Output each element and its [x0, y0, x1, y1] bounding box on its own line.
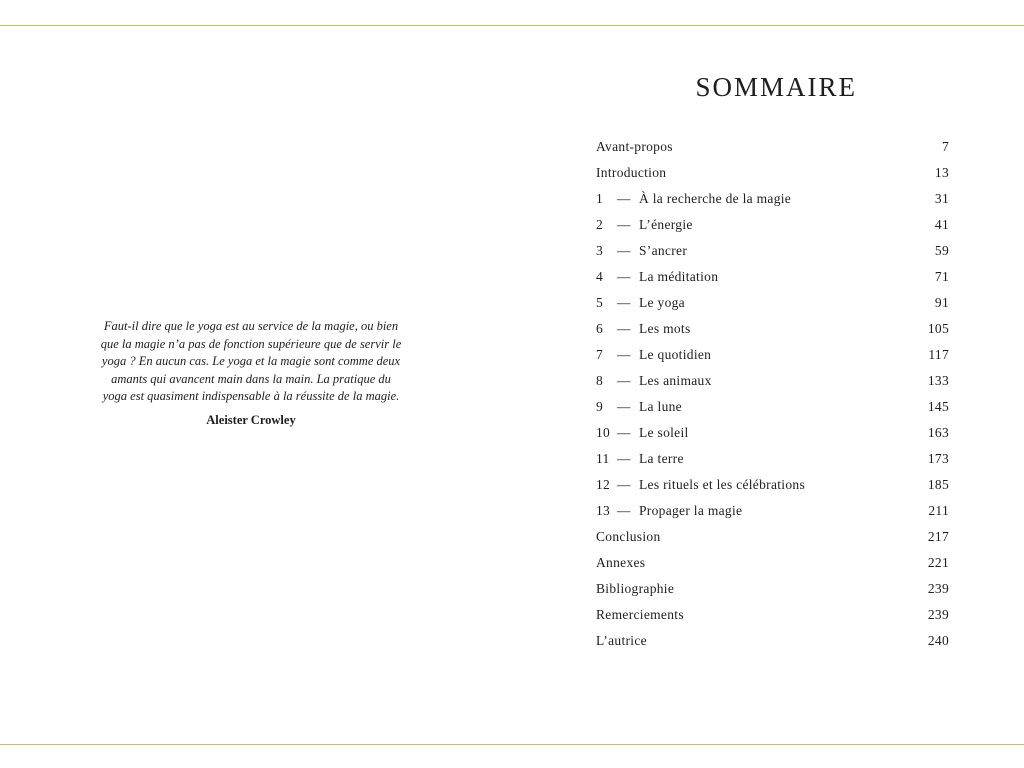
toc-entry[interactable]	[596, 290, 949, 316]
toc-entry[interactable]	[596, 160, 949, 186]
toc-entry[interactable]	[596, 524, 949, 550]
toc-entry-label: Les mots	[639, 321, 691, 336]
toc-entry-number: 10	[596, 425, 611, 440]
toc-entry-dash: —	[617, 243, 631, 258]
toc-entry-page: 59	[934, 243, 949, 258]
toc-entry[interactable]	[596, 212, 949, 238]
table-of-contents	[596, 134, 949, 654]
toc-entry-number: 4	[596, 269, 604, 284]
toc-entry-page: 145	[927, 399, 949, 414]
toc-entry[interactable]	[596, 342, 949, 368]
toc-entry-page: 117	[928, 347, 949, 362]
toc-entry[interactable]	[596, 550, 949, 576]
top-rule	[0, 25, 1024, 26]
toc-entry-page: 41	[934, 217, 949, 232]
epigraph-line: que la magie n’a pas de fonction supérieure que de servir le	[100, 336, 402, 351]
toc-entry-label: Les rituels et les célébrations	[639, 477, 805, 492]
toc-entry-dash: —	[617, 477, 631, 492]
toc-entry-page: 31	[934, 191, 949, 206]
toc-entry-dash: —	[617, 425, 631, 440]
toc-entry-label: Propager la magie	[639, 503, 743, 518]
toc-entry-label: Remerciements	[596, 607, 684, 622]
toc-entry[interactable]	[596, 628, 949, 654]
toc-entry-label: Le yoga	[639, 295, 685, 310]
toc-entry-number: 2	[596, 217, 604, 232]
toc-entry-dash: —	[617, 347, 631, 362]
toc-entry[interactable]	[596, 472, 949, 498]
toc-entry-page: 239	[927, 581, 949, 596]
toc-entry-number: 3	[596, 243, 604, 258]
toc-entry-dash: —	[617, 451, 631, 466]
toc-entry-dash: —	[617, 269, 631, 284]
toc-entry-label: La lune	[639, 399, 682, 414]
toc-entry-dash: —	[617, 217, 631, 232]
toc-entry[interactable]	[596, 602, 949, 628]
toc-entry-page: 217	[927, 529, 949, 544]
toc-entry-dash: —	[617, 295, 631, 310]
toc-entry-page: 13	[934, 165, 949, 180]
toc-entry-page: 133	[927, 373, 949, 388]
toc-entry-page: 105	[927, 321, 949, 336]
toc-entry-label: L’autrice	[596, 633, 647, 648]
toc-entry-page: 91	[934, 295, 949, 310]
toc-entry[interactable]	[596, 498, 949, 524]
toc-entry[interactable]	[596, 134, 949, 160]
toc-entry-label: L’énergie	[639, 217, 693, 232]
toc-entry[interactable]	[596, 264, 949, 290]
toc-entry-page: 239	[927, 607, 949, 622]
toc-entry-label: La terre	[639, 451, 684, 466]
toc-entry[interactable]	[596, 420, 949, 446]
toc-entry-page: 163	[927, 425, 949, 440]
epigraph-author: Aleister Crowley	[206, 412, 296, 427]
toc-entry-number: 9	[596, 399, 604, 414]
toc-entry-dash: —	[617, 399, 631, 414]
toc-entry-label: La méditation	[639, 269, 719, 284]
toc-entry-label: Annexes	[596, 555, 646, 570]
toc-entry-label: Conclusion	[596, 529, 661, 544]
toc-entry-label: Bibliographie	[596, 581, 675, 596]
toc-entry-dash: —	[617, 503, 631, 518]
toc-entry-number: 1	[596, 191, 604, 206]
toc-entry-label: Le quotidien	[639, 347, 712, 362]
epigraph-line: amants qui avancent main dans la main. La pratique du	[111, 371, 391, 386]
toc-entry-label: À la recherche de la magie	[639, 191, 792, 206]
toc-entry[interactable]	[596, 576, 949, 602]
toc-entry-number: 12	[596, 477, 611, 492]
toc-entry-page: 7	[941, 139, 949, 154]
toc-entry-number: 11	[596, 451, 610, 466]
bottom-rule	[0, 744, 1024, 745]
toc-entry[interactable]	[596, 446, 949, 472]
epigraph	[100, 318, 402, 428]
toc-entry-page: 173	[927, 451, 949, 466]
toc-entry-page: 211	[928, 503, 949, 518]
toc-title: SOMMAIRE	[695, 72, 857, 102]
toc-entry-label: Les animaux	[639, 373, 712, 388]
toc-entry-label: Introduction	[596, 165, 667, 180]
toc-entry[interactable]	[596, 394, 949, 420]
toc-entry-page: 221	[927, 555, 949, 570]
toc-entry-number: 8	[596, 373, 604, 388]
epigraph-line: Faut-il dire que le yoga est au service de la magie, ou bien	[103, 319, 399, 333]
toc-entry-dash: —	[617, 191, 631, 206]
toc-entry-number: 6	[596, 321, 604, 336]
toc-entry[interactable]	[596, 186, 949, 212]
toc-entry-dash: —	[617, 321, 631, 336]
toc-entry[interactable]	[596, 316, 949, 342]
epigraph-line: yoga est quasiment indispensable à la réussite de la magie.	[102, 389, 400, 403]
toc-entry-number: 5	[596, 295, 604, 310]
epigraph-quote	[100, 318, 402, 406]
epigraph-line: yoga ? En aucun cas. Le yoga et la magie sont comme deux	[101, 354, 401, 368]
toc-entry-dash: —	[617, 373, 631, 388]
toc-entry-page: 240	[927, 633, 949, 648]
toc-entry[interactable]	[596, 238, 949, 264]
toc-entry-label: Le soleil	[639, 425, 689, 440]
toc-entry-label: Avant-propos	[596, 139, 673, 154]
toc-entry-number: 7	[596, 347, 604, 362]
toc-entry-page: 71	[934, 269, 949, 284]
toc-entry-page: 185	[927, 477, 949, 492]
toc-entry-label: S’ancrer	[639, 243, 688, 258]
toc-entry-number: 13	[596, 503, 611, 518]
toc-entry[interactable]	[596, 368, 949, 394]
